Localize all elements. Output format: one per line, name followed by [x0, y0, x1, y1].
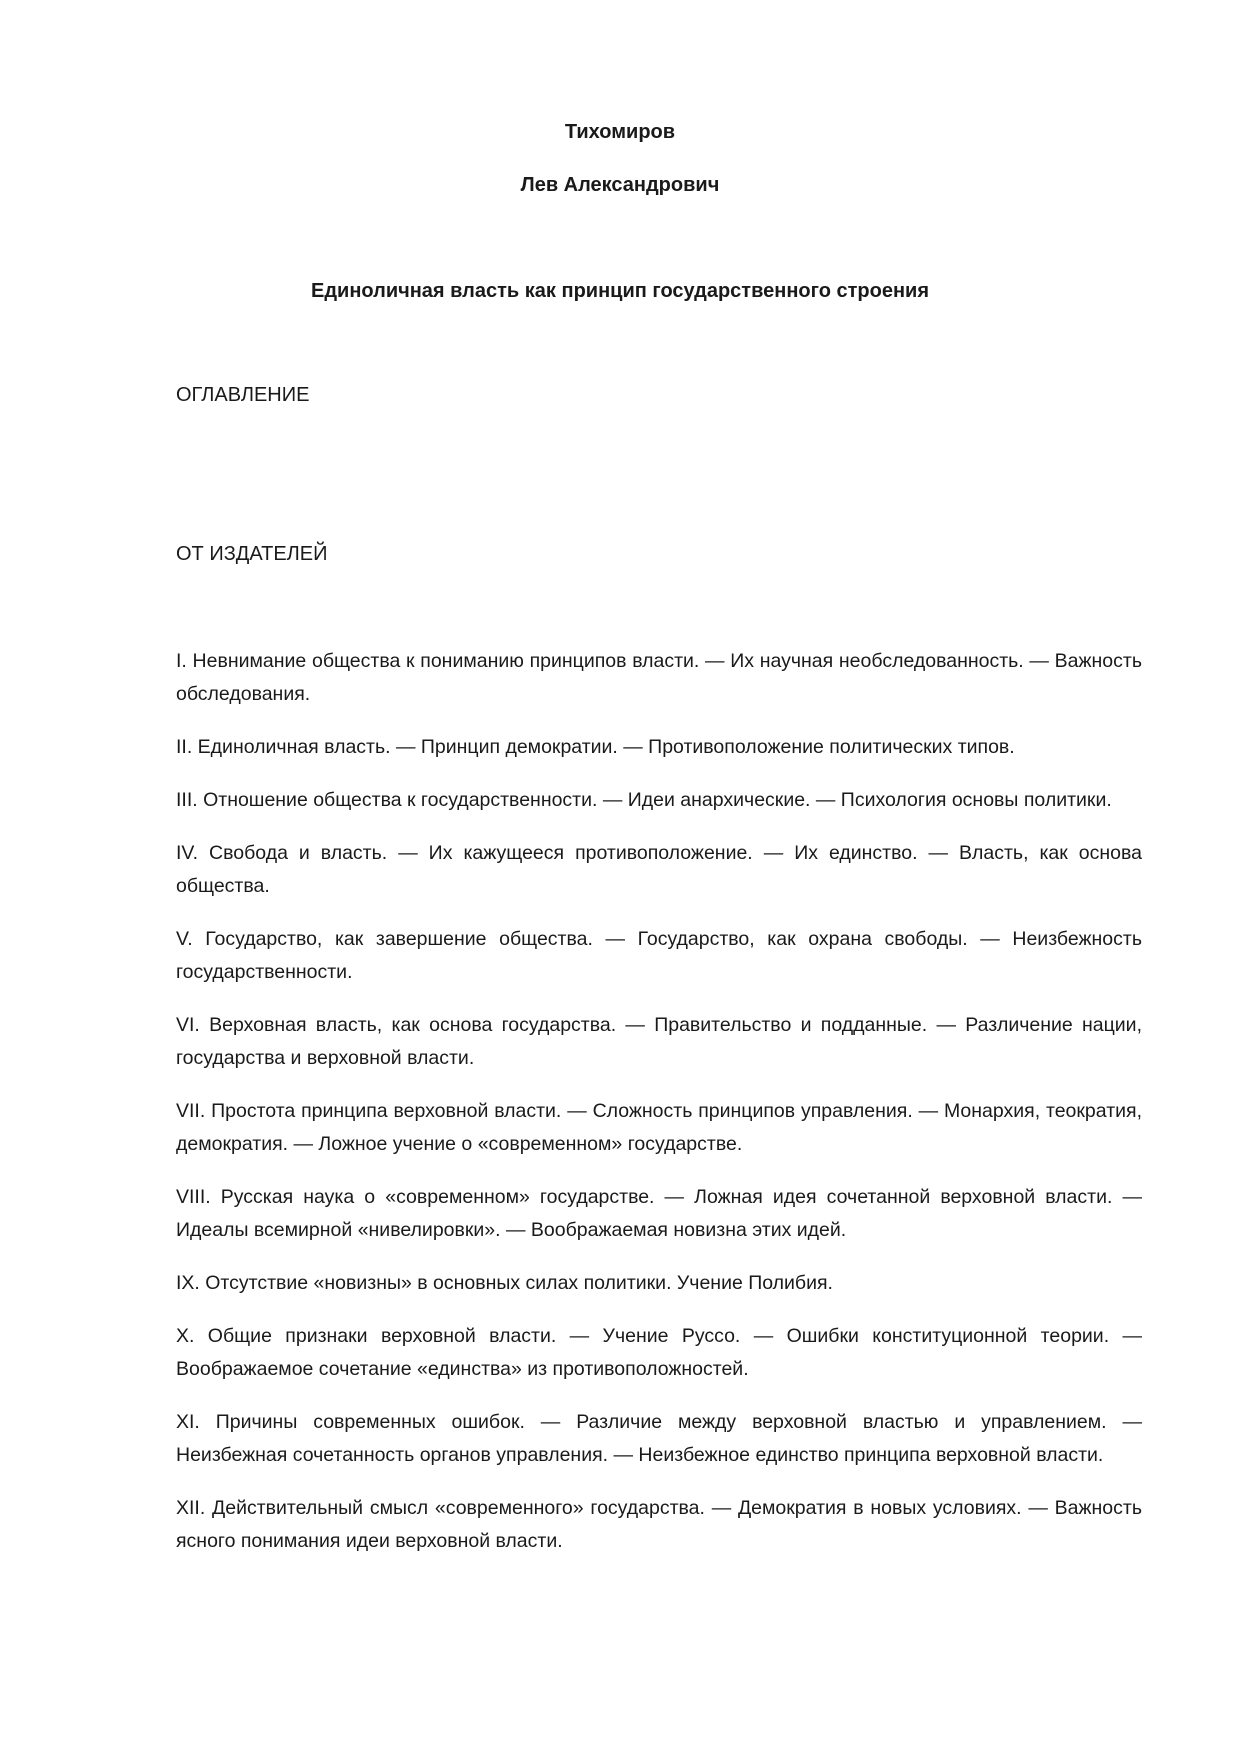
toc-item-9: IX. Отсутствие «новизны» в основных силах политики. Учение Полибия. — [176, 1272, 833, 1294]
book-title: Единоличная власть как принцип государственного строения — [310, 280, 929, 302]
toc-item-10: X. Общие признаки верховной власти. — Учение Руссо. — Ошибки конституционной теории. — Воображаемое сочетание «единства» из противоположностей. — [176, 1325, 1142, 1380]
author-first-name: Лев Александрович — [520, 174, 720, 196]
table-of-contents — [176, 645, 1142, 1578]
toc-item-3: III. Отношение общества к государственности. — Идеи анархические. — Психология основы политики. — [176, 789, 1112, 811]
toc-item-1: I. Невнимание общества к пониманию принципов власти. — Их научная необследованность. — Важность обследования. — [176, 650, 1142, 705]
toc-item-7: VII. Простота принципа верховной власти. — Сложность принципов управления. — Монархия, теократия, демократия. — Ложное учение о «современном» государстве. — [176, 1100, 1142, 1155]
toc-item-6: VI. Верховная власть, как основа государства. — Правительство и подданные. — Различение нации, государства и верховной власти. — [176, 1014, 1142, 1069]
from-publishers-heading: ОТ ИЗДАТЕЛЕЙ — [176, 543, 328, 565]
toc-item-8: VIII. Русская наука о «современном» государстве. — Ложная идея сочетанной верховной власти. — Идеалы всемирной «нивелировки». — Воображаемая новизна этих идей. — [176, 1186, 1142, 1241]
contents-heading: ОГЛАВЛЕНИЕ — [176, 384, 310, 406]
toc-item-11: XI. Причины современных ошибок. — Различие между верховной властью и управлением. — Неизбежная сочетанность органов управления. — Неизбежное единство принципа верховной власти. — [176, 1411, 1142, 1466]
toc-item-5: V. Государство, как завершение общества. — Государство, как охрана свободы. — Неизбежность государственности. — [176, 928, 1142, 983]
toc-item-12: XII. Действительный смысл «современного» государства. — Демократия в новых условиях. — Важность ясного понимания идеи верховной власти. — [176, 1497, 1142, 1552]
author-last-name: Тихомиров — [564, 121, 676, 143]
toc-item-2: II. Единоличная власть. — Принцип демократии. — Противоположение политических типов. — [176, 736, 1015, 758]
toc-item-4: IV. Свобода и власть. — Их кажущееся противоположение. — Их единство. — Власть, как основа общества. — [176, 842, 1142, 897]
